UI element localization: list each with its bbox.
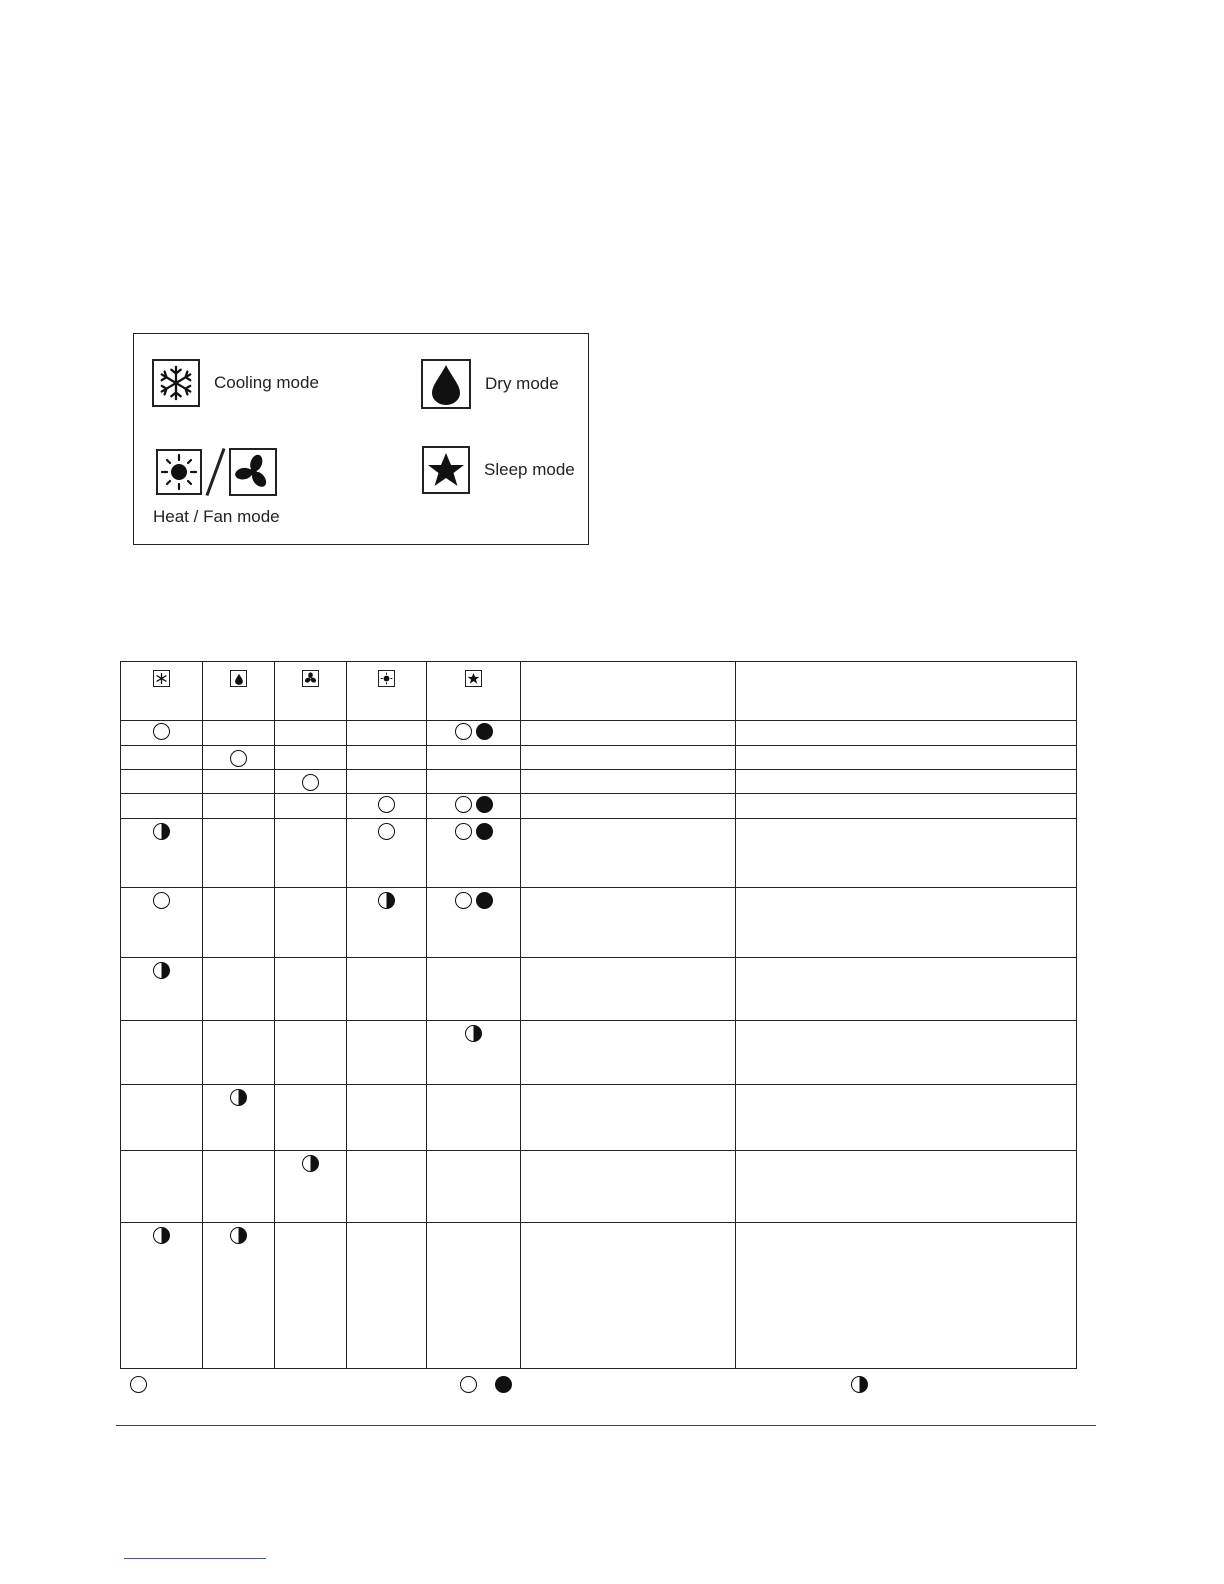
filled-circle-marker xyxy=(476,796,493,813)
table-cell xyxy=(121,794,203,819)
legend-sleep xyxy=(422,446,575,494)
header-cool xyxy=(121,662,203,721)
table-row xyxy=(121,794,1077,819)
key-filled-circle xyxy=(495,1376,512,1393)
table-cell xyxy=(427,1223,521,1369)
footer-link-underline xyxy=(124,1558,266,1559)
open-circle-marker xyxy=(230,750,247,767)
table-cell xyxy=(347,746,427,770)
table-cell xyxy=(203,1085,275,1151)
table-cell xyxy=(121,958,203,1021)
table-cell xyxy=(521,1021,736,1085)
table-cell xyxy=(121,1085,203,1151)
table-cell xyxy=(121,1223,203,1369)
table-cell xyxy=(521,1151,736,1223)
dry-mode-label: Dry mode xyxy=(485,374,559,393)
table-cell xyxy=(427,770,521,794)
half-circle-marker xyxy=(153,1227,170,1244)
table-cell xyxy=(203,1223,275,1369)
sun-icon xyxy=(378,670,395,687)
mode-legend-box xyxy=(133,333,589,545)
sleep-mode-label: Sleep mode xyxy=(484,460,575,479)
table-row xyxy=(121,721,1077,746)
half-circle-marker xyxy=(153,823,170,840)
open-circle-marker xyxy=(378,796,395,813)
open-circle-marker xyxy=(153,723,170,740)
table-cell xyxy=(203,746,275,770)
table-cell xyxy=(521,794,736,819)
table-cell xyxy=(736,1223,1077,1369)
table-cell xyxy=(203,958,275,1021)
table-cell xyxy=(347,721,427,746)
table-cell xyxy=(427,819,521,888)
table-cell xyxy=(736,794,1077,819)
table-cell xyxy=(427,746,521,770)
open-circle-marker xyxy=(455,823,472,840)
table-cell xyxy=(521,958,736,1021)
table-cell xyxy=(521,1223,736,1369)
table-row xyxy=(121,819,1077,888)
table-cell xyxy=(521,888,736,958)
legend-heat-fan xyxy=(156,447,277,497)
table-row xyxy=(121,1021,1077,1085)
table-cell xyxy=(736,1021,1077,1085)
table-row xyxy=(121,958,1077,1021)
table-cell xyxy=(521,746,736,770)
header-blank-2 xyxy=(736,662,1077,721)
table-cell xyxy=(427,1021,521,1085)
key-open-circle-2 xyxy=(460,1376,477,1393)
key-open-circle xyxy=(130,1376,147,1393)
table-cell xyxy=(347,1085,427,1151)
table-cell xyxy=(427,794,521,819)
table-cell xyxy=(275,1085,347,1151)
table-cell xyxy=(427,958,521,1021)
table-cell xyxy=(521,819,736,888)
half-circle-marker xyxy=(378,892,395,909)
header-fan xyxy=(275,662,347,721)
table-cell xyxy=(347,1151,427,1223)
open-circle-marker xyxy=(302,774,319,791)
fan-icon xyxy=(229,448,277,496)
table-header-row xyxy=(121,662,1077,721)
table-cell xyxy=(427,721,521,746)
legend-dry xyxy=(421,359,559,409)
table-cell xyxy=(121,888,203,958)
table-cell xyxy=(347,794,427,819)
snowflake-icon xyxy=(153,670,170,687)
table-cell xyxy=(347,888,427,958)
table-cell xyxy=(521,770,736,794)
open-circle-marker xyxy=(153,892,170,909)
table-cell xyxy=(736,746,1077,770)
table-cell xyxy=(275,1021,347,1085)
table-cell xyxy=(347,770,427,794)
table-cell xyxy=(275,819,347,888)
table-cell xyxy=(736,819,1077,888)
table-cell xyxy=(347,1223,427,1369)
sun-icon xyxy=(156,449,202,495)
table-cell xyxy=(275,1151,347,1223)
half-circle-marker xyxy=(153,962,170,979)
key-half-circle xyxy=(851,1376,868,1393)
fan-icon xyxy=(302,670,319,687)
filled-circle-marker xyxy=(476,723,493,740)
table-cell xyxy=(347,1021,427,1085)
footer-rule xyxy=(116,1425,1096,1426)
table-cell xyxy=(736,770,1077,794)
table-cell xyxy=(203,721,275,746)
table-cell xyxy=(203,1151,275,1223)
table-cell xyxy=(275,958,347,1021)
table-cell xyxy=(203,819,275,888)
table-cell xyxy=(121,721,203,746)
drop-icon xyxy=(230,670,247,687)
open-circle-marker xyxy=(455,892,472,909)
table-row xyxy=(121,746,1077,770)
table-cell xyxy=(275,1223,347,1369)
table-cell xyxy=(121,1021,203,1085)
table-row xyxy=(121,1151,1077,1223)
header-dry xyxy=(203,662,275,721)
header-sleep xyxy=(427,662,521,721)
table-cell xyxy=(203,888,275,958)
table-row xyxy=(121,1223,1077,1369)
filled-circle-marker xyxy=(476,823,493,840)
table-cell xyxy=(121,1151,203,1223)
table-cell xyxy=(427,1085,521,1151)
heat-fan-mode-label: Heat / Fan mode xyxy=(153,507,280,526)
filled-circle-marker xyxy=(476,892,493,909)
table-cell xyxy=(736,721,1077,746)
table-cell xyxy=(347,819,427,888)
legend-cooling xyxy=(152,359,319,407)
table-cell xyxy=(736,958,1077,1021)
open-circle-marker xyxy=(455,723,472,740)
table-cell xyxy=(521,1085,736,1151)
table-cell xyxy=(275,746,347,770)
table-cell xyxy=(427,1151,521,1223)
table-cell xyxy=(275,888,347,958)
open-circle-marker xyxy=(455,796,472,813)
open-circle-marker xyxy=(378,823,395,840)
table-cell xyxy=(121,770,203,794)
half-circle-marker xyxy=(230,1227,247,1244)
star-icon xyxy=(465,670,482,687)
table-cell xyxy=(275,721,347,746)
table-cell xyxy=(427,888,521,958)
snowflake-icon xyxy=(152,359,200,407)
header-blank-1 xyxy=(521,662,736,721)
star-icon xyxy=(422,446,470,494)
table-row xyxy=(121,888,1077,958)
table-cell xyxy=(736,1085,1077,1151)
table-cell xyxy=(203,794,275,819)
half-circle-marker xyxy=(465,1025,482,1042)
header-heat xyxy=(347,662,427,721)
table-row xyxy=(121,1085,1077,1151)
table-cell xyxy=(275,770,347,794)
half-circle-marker xyxy=(302,1155,319,1172)
half-circle-marker xyxy=(230,1089,247,1106)
drop-icon xyxy=(421,359,471,409)
table-cell xyxy=(203,770,275,794)
table-cell xyxy=(347,958,427,1021)
table-cell xyxy=(275,794,347,819)
cooling-mode-label: Cooling mode xyxy=(214,373,319,392)
mode-indicator-table xyxy=(120,661,1077,1369)
table-cell xyxy=(736,1151,1077,1223)
table-cell xyxy=(203,1021,275,1085)
table-cell xyxy=(121,746,203,770)
slash-divider xyxy=(206,448,226,496)
table-cell xyxy=(121,819,203,888)
table-cell xyxy=(736,888,1077,958)
table-cell xyxy=(521,721,736,746)
table-row xyxy=(121,770,1077,794)
